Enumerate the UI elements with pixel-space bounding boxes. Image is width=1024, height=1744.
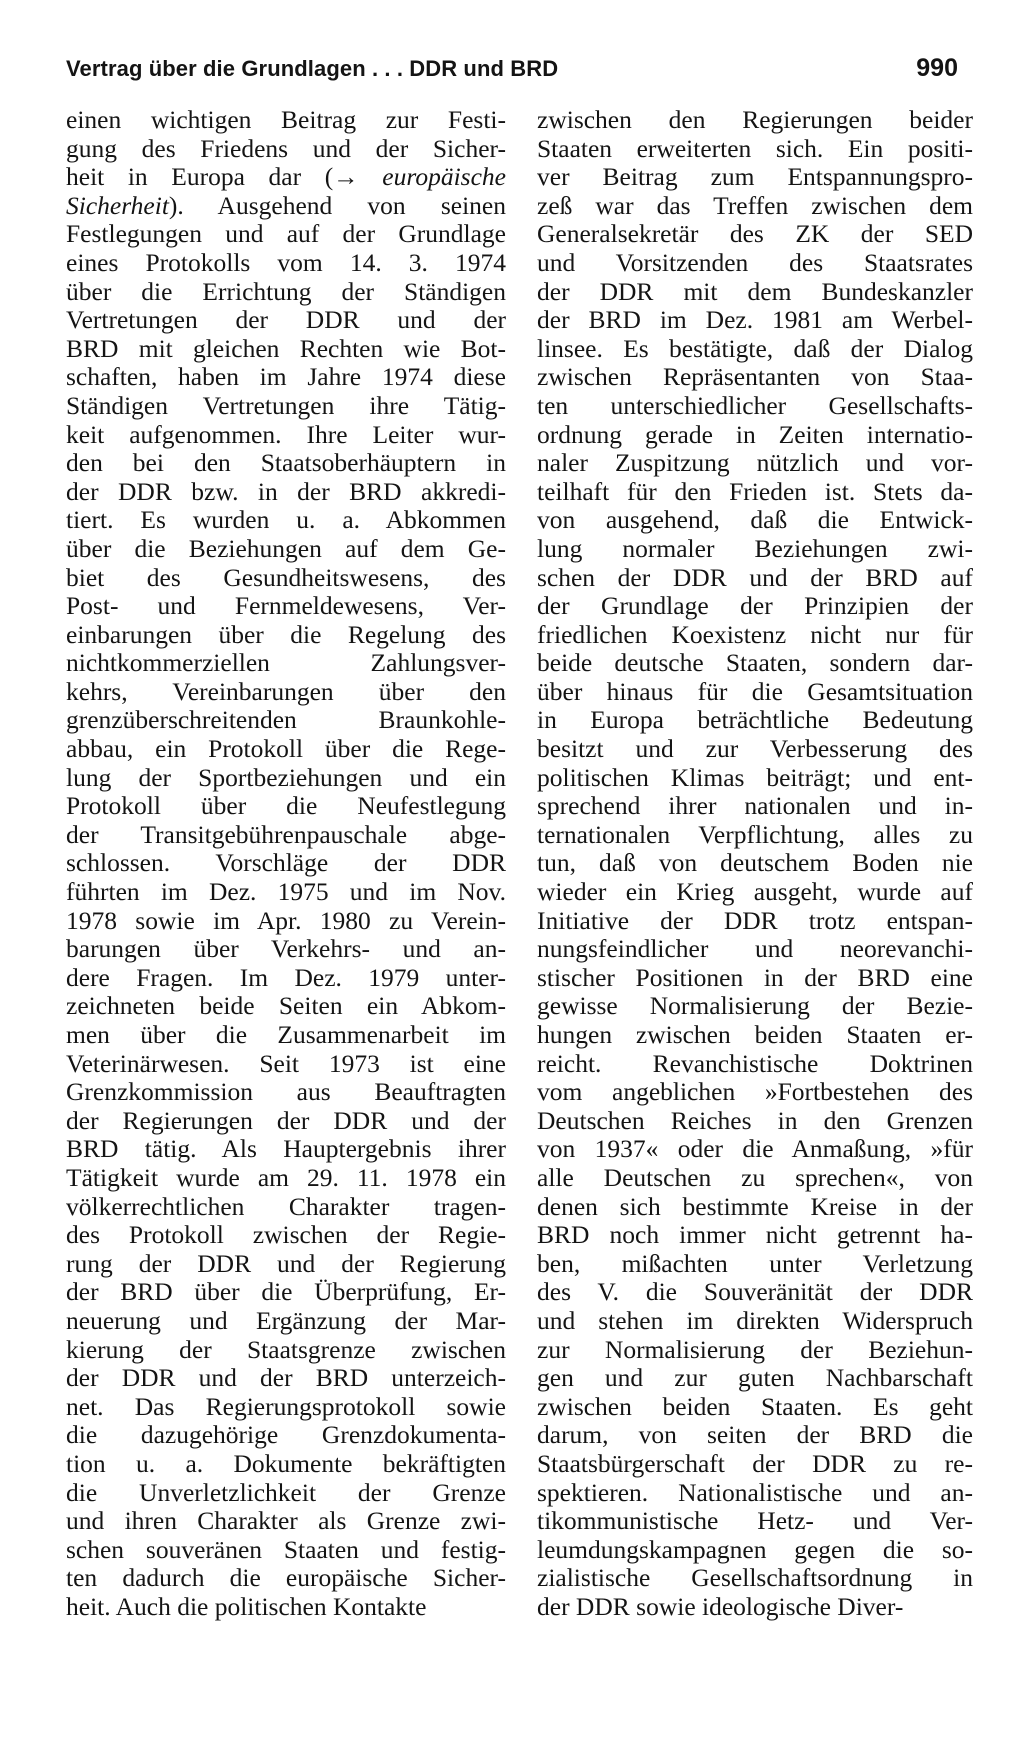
text-line: führten im Dez. 1975 und im Nov. xyxy=(66,878,506,907)
text-line: Veterinärwesen. Seit 1973 ist eine xyxy=(66,1049,506,1078)
text-line: Staatsbürgerschaft der DDR zu re- xyxy=(537,1449,973,1478)
text-line: gewisse Normalisierung der Bezie- xyxy=(537,992,973,1021)
text-line: zeß war das Treffen zwischen dem xyxy=(537,191,973,220)
text-line: reicht. Revanchistische Doktrinen xyxy=(537,1049,973,1078)
text-line: zwischen den Regierungen beider xyxy=(537,106,973,134)
text-line: naler Zuspitzung nützlich und vor- xyxy=(537,449,973,478)
text-line: und stehen im direkten Widerspruch xyxy=(537,1306,973,1335)
text-line: tion u. a. Dokumente bekräftigten xyxy=(66,1449,506,1478)
text-line: sprechend ihrer nationalen und in- xyxy=(537,792,973,821)
text-line: der DDR bzw. in der BRD akkredi- xyxy=(66,477,506,506)
text-line: schen der DDR und der BRD auf xyxy=(537,563,973,592)
text-line: gung des Friedens und der Sicher- xyxy=(66,134,506,163)
text-line: friedlichen Koexistenz nicht nur für xyxy=(537,620,973,649)
text-line: die Unverletzlichkeit der Grenze xyxy=(66,1478,506,1507)
text-line: zur Normalisierung der Beziehun- xyxy=(537,1335,973,1364)
text-line: Generalsekretär des ZK der SED xyxy=(537,220,973,249)
text-line: rung der DDR und der Regierung xyxy=(66,1249,506,1278)
text-line: einbarungen über die Regelung des xyxy=(66,620,506,649)
text-line: tiert. Es wurden u. a. Abkommen xyxy=(66,506,506,535)
text-line: von 1937« oder die Anmaßung, »für xyxy=(537,1135,973,1164)
text-line: grenzüberschreitenden Braunkohle- xyxy=(66,706,506,735)
text-line: darum, von seiten der BRD die xyxy=(537,1421,973,1450)
text-line: kehrs, Vereinbarungen über den xyxy=(66,677,506,706)
text-line: Ständigen Vertretungen ihre Tätig- xyxy=(66,391,506,420)
text-line: und ihren Charakter als Grenze zwi- xyxy=(66,1507,506,1536)
text-line: linsee. Es bestätigte, daß der Dialog xyxy=(537,334,973,363)
text-line: tikommunistische Hetz- und Ver- xyxy=(537,1507,973,1536)
text-line: vom angeblichen »Fortbestehen des xyxy=(537,1078,973,1107)
text-line: schlossen. Vorschläge der DDR xyxy=(66,849,506,878)
text-line: schaften, haben im Jahre 1974 diese xyxy=(66,363,506,392)
text-line: nichtkommerziellen Zahlungsver- xyxy=(66,649,506,678)
text-line: Vertretungen der DDR und der xyxy=(66,306,506,335)
text-line: einen wichtigen Beitrag zur Festi- xyxy=(66,106,506,134)
text-line: BRD tätig. Als Hauptergebnis ihrer xyxy=(66,1135,506,1164)
page-number: 990 xyxy=(916,54,958,82)
text-line: der DDR mit dem Bundeskanzler xyxy=(537,277,973,306)
text-line: ten dadurch die europäische Sicher- xyxy=(66,1564,506,1593)
text-line: der Transitgebührenpauschale abge- xyxy=(66,820,506,849)
text-line: tun, daß von deutschem Boden nie xyxy=(537,849,973,878)
text-line: der DDR und der BRD unterzeich- xyxy=(66,1364,506,1393)
text-line: Protokoll über die Neufestlegung xyxy=(66,792,506,821)
text-line: völkerrechtlichen Charakter tragen- xyxy=(66,1192,506,1221)
text-line: ordnung gerade in Zeiten internatio- xyxy=(537,420,973,449)
text-line: heit in Europa dar (→ europäische xyxy=(66,163,506,192)
text-line: und Vorsitzenden des Staatsrates xyxy=(537,248,973,277)
text-line: Sicherheit). Ausgehend von seinen xyxy=(66,191,506,220)
text-line: lung der Sportbeziehungen und ein xyxy=(66,763,506,792)
text-line: heit. Auch die politischen Kontakte xyxy=(66,1592,427,1621)
text-line: des Protokoll zwischen der Regie- xyxy=(66,1221,506,1250)
text-line: wieder ein Krieg ausgeht, wurde auf xyxy=(537,878,973,907)
text-line: zeichneten beide Seiten ein Abkom- xyxy=(66,992,506,1021)
text-line: stischer Positionen in der BRD eine xyxy=(537,963,973,992)
text-line: BRD mit gleichen Rechten wie Bot- xyxy=(66,334,506,363)
text-line: men über die Zusammenarbeit im xyxy=(66,1021,506,1049)
text-line: barungen über Verkehrs- und an- xyxy=(66,935,506,964)
text-line: der BRD im Dez. 1981 am Werbel- xyxy=(537,306,973,335)
text-line: denen sich bestimmte Kreise in der xyxy=(537,1192,973,1221)
text-line: BRD noch immer nicht getrennt ha- xyxy=(537,1221,973,1250)
text-line: eines Protokolls vom 14. 3. 1974 xyxy=(66,248,506,277)
text-line: über die Errichtung der Ständigen xyxy=(66,277,506,306)
text-line: über die Beziehungen auf dem Ge- xyxy=(66,534,506,563)
text-line: Tätigkeit wurde am 29. 11. 1978 ein xyxy=(66,1163,506,1192)
text-line: dere Fragen. Im Dez. 1979 unter- xyxy=(66,963,506,992)
page-header xyxy=(66,52,958,92)
running-title: Vertrag über die Grundlagen . . . DDR und BRD xyxy=(66,56,559,81)
text-line: Festlegungen und auf der Grundlage xyxy=(66,220,506,249)
text-line: leumdungskampagnen gegen die so- xyxy=(537,1535,973,1564)
text-line: Staaten erweiterten sich. Ein positi- xyxy=(537,134,973,163)
left-column xyxy=(66,106,506,1621)
text-line: schen souveränen Staaten und festig- xyxy=(66,1535,506,1564)
text-line: politischen Klimas beiträgt; und ent- xyxy=(537,763,973,792)
text-line: lung normaler Beziehungen zwi- xyxy=(537,534,973,563)
text-line: des V. die Souveränität der DDR xyxy=(537,1278,973,1307)
text-line: abbau, ein Protokoll über die Rege- xyxy=(66,735,506,764)
text-line: ternationalen Verpflichtung, alles zu xyxy=(537,820,973,849)
text-line: ver Beitrag zum Entspannungspro- xyxy=(537,163,973,192)
text-line: net. Das Regierungsprotokoll sowie xyxy=(66,1392,506,1421)
text-line: Post- und Fernmeldewesens, Ver- xyxy=(66,592,506,621)
text-line: der DDR sowie ideologische Diver- xyxy=(537,1592,904,1621)
text-line: zwischen beiden Staaten. Es geht xyxy=(537,1392,973,1421)
text-line: der Regierungen der DDR und der xyxy=(66,1106,506,1135)
text-line: spektieren. Nationalistische und an- xyxy=(537,1478,973,1507)
text-line: von ausgehend, daß die Entwick- xyxy=(537,506,973,535)
text-line: keit aufgenommen. Ihre Leiter wur- xyxy=(66,420,506,449)
text-line: der Grundlage der Prinzipien der xyxy=(537,592,973,621)
text-line: alle Deutschen zu sprechen«, von xyxy=(537,1163,973,1192)
text-line: hungen zwischen beiden Staaten er- xyxy=(537,1021,973,1049)
text-line: der BRD über die Überprüfung, Er- xyxy=(66,1278,506,1307)
text-line: Initiative der DDR trotz entspan- xyxy=(537,906,973,935)
right-column xyxy=(537,106,973,1621)
text-line: in Europa beträchtliche Bedeutung xyxy=(537,706,973,735)
text-line: nungsfeindlicher und neorevanchi- xyxy=(537,935,973,964)
text-line: gen und zur guten Nachbarschaft xyxy=(537,1364,973,1393)
text-line: Deutschen Reiches in den Grenzen xyxy=(537,1106,973,1135)
text-line: neuerung und Ergänzung der Mar- xyxy=(66,1306,506,1335)
text-line: den bei den Staatsoberhäuptern in xyxy=(66,449,506,478)
text-line: 1978 sowie im Apr. 1980 zu Verein- xyxy=(66,906,506,935)
text-line: biet des Gesundheitswesens, des xyxy=(66,563,506,592)
text-line: ben, mißachten unter Verletzung xyxy=(537,1249,973,1278)
text-line: Grenzkommission aus Beauftragten xyxy=(66,1078,506,1107)
text-line: besitzt und zur Verbesserung des xyxy=(537,735,973,764)
text-line: die dazugehörige Grenzdokumenta- xyxy=(66,1421,506,1450)
text-line: zialistische Gesellschaftsordnung in xyxy=(537,1564,973,1593)
text-line: ten unterschiedlicher Gesellschafts- xyxy=(537,391,973,420)
text-line: kierung der Staatsgrenze zwischen xyxy=(66,1335,506,1364)
text-line: beide deutsche Staaten, sondern dar- xyxy=(537,649,973,678)
text-line: über hinaus für die Gesamtsituation xyxy=(537,677,973,706)
text-line: teilhaft für den Frieden ist. Stets da- xyxy=(537,477,973,506)
text-line: zwischen Repräsentanten von Staa- xyxy=(537,363,973,392)
